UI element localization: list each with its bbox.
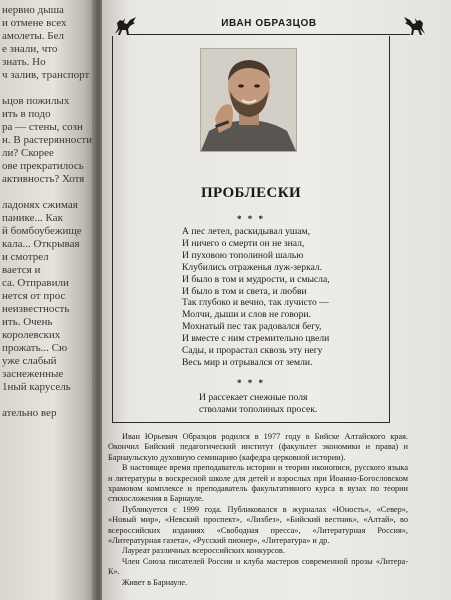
left-page-line: панике... Как bbox=[2, 212, 63, 224]
left-page-line: й бомбоубежище bbox=[2, 225, 82, 237]
section-stars: * * * bbox=[237, 378, 265, 388]
poem-line: Молчи, дыши и слов не говори. bbox=[182, 309, 311, 321]
poem-line: Клубились отраженья луж-зеркал. bbox=[182, 261, 323, 273]
left-page-line: са. Отправили bbox=[2, 277, 69, 289]
left-page-line: ить в подо bbox=[2, 108, 51, 120]
header-rule bbox=[128, 34, 410, 35]
author-header: ИВАН ОБРАЗЦОВ bbox=[221, 18, 317, 29]
left-page-line: вается и bbox=[2, 264, 41, 276]
poem-title: ПРОБЛЕСКИ bbox=[200, 185, 302, 201]
poem-line: А пес летел, раскидывал ушам, bbox=[182, 226, 310, 237]
left-page-line: ладонях сжимая bbox=[2, 199, 78, 211]
left-page-line: ли? Скорее bbox=[2, 147, 54, 159]
left-page-line: и смотрел bbox=[2, 251, 49, 263]
left-page-line: амолеты. Бел bbox=[2, 30, 64, 42]
left-page-line: ьцов пожилых bbox=[2, 95, 70, 107]
left-page-line: ательно вер bbox=[2, 407, 57, 419]
left-page bbox=[0, 0, 96, 600]
running-header bbox=[110, 14, 428, 38]
left-page-line: и отмене всех bbox=[2, 17, 67, 29]
left-page-line: уже слабый bbox=[2, 355, 57, 367]
left-page-line: ра — стены, созн bbox=[2, 121, 83, 133]
poem-line: И вместе с ним стремительно цвели bbox=[182, 333, 330, 345]
left-page-line: прожать... Сю bbox=[2, 342, 68, 354]
poem-line: Сады, и прорастал сквозь эту негу bbox=[182, 345, 323, 357]
left-page-line: ить. Очень bbox=[2, 316, 53, 328]
left-page-line: кала... Открывая bbox=[2, 238, 80, 250]
poem-line: И было в том и света, и любви bbox=[182, 285, 307, 297]
right-page bbox=[102, 0, 451, 600]
left-page-line: нервно дыша bbox=[2, 4, 64, 16]
bio-paragraph: Живет в Барнауле. bbox=[122, 577, 188, 587]
bio-paragraph: Член Союза писателей России и клуба мастеров современной прозы «Литера-К». bbox=[108, 556, 408, 577]
left-page-line: королевских bbox=[2, 329, 61, 341]
section-stars: * * * bbox=[237, 214, 265, 224]
left-page-line: активность? Хотя bbox=[2, 173, 85, 185]
pegasus-icon bbox=[402, 14, 428, 38]
poem-line: И было в том и мудрости, и смысла, bbox=[182, 273, 330, 285]
author-portrait bbox=[200, 48, 297, 152]
left-page-line: н. В растерянности bbox=[2, 134, 93, 146]
poem-line: Мохнатый пес так радовался бегу, bbox=[182, 321, 322, 333]
author-biography bbox=[108, 432, 408, 588]
left-page-line: неизвестность bbox=[2, 303, 70, 315]
poem-line: Так глубоко и вечно, так лучисто — bbox=[182, 297, 329, 309]
poem-line: И ничего о смерти он не знал, bbox=[182, 237, 305, 249]
left-page-line: 1ный карусель bbox=[2, 381, 71, 393]
poem-line: стволами тополиных просек. bbox=[199, 404, 318, 415]
left-page-line: ове прекратилось bbox=[2, 160, 84, 172]
bio-paragraph: Иван Юрьевич Образцов родился в 1977 году в Бийске Алтайского края. Окончил Бийский педагогический институт (факультет экономики и права) и Барнаульскую духовную семинарию (кафедра церковной истории). bbox=[108, 432, 408, 462]
left-page-line: е знали, что bbox=[2, 43, 58, 55]
poem-stanza-2 bbox=[199, 392, 317, 416]
poem-line: И пуховою тополиной шалью bbox=[182, 249, 304, 261]
left-page-line: нется от прос bbox=[2, 290, 66, 302]
left-page-line: заснеженные bbox=[2, 368, 64, 380]
bio-paragraph: В настоящее время преподаватель истории и теории иконописи, русского языка и литературы в воскресной школе для детей и взрослых при Иоанно-Богословском храмовом комплексе и преподаватель факультативного курса в вузах по теории стихосложения в Барнауле. bbox=[108, 463, 408, 504]
poem-line: Весь мир и отрывался от земли. bbox=[182, 356, 313, 368]
poem-line: И рассекает снежные поля bbox=[199, 392, 308, 403]
bio-paragraph: Публикуется с 1999 года. Публиковался в журналах «Юность», «Север», «Новый мир», «Невский проспект», «Лихбез», «Бийский вестник», «Алтай», во всероссийских изданиях «Свободная пресса», «Литературная Россия», «Литературная газета», «Русский пионер», «Литература» и др. bbox=[108, 504, 408, 546]
frame-bottom-rule bbox=[112, 422, 390, 423]
left-page-line: знать. Но bbox=[2, 56, 46, 68]
left-page-line: ч залив, транспорт bbox=[2, 69, 90, 81]
bio-paragraph: Лауреат различных всероссийских конкурсов. bbox=[122, 546, 285, 556]
poem-stanza-1 bbox=[182, 226, 330, 369]
